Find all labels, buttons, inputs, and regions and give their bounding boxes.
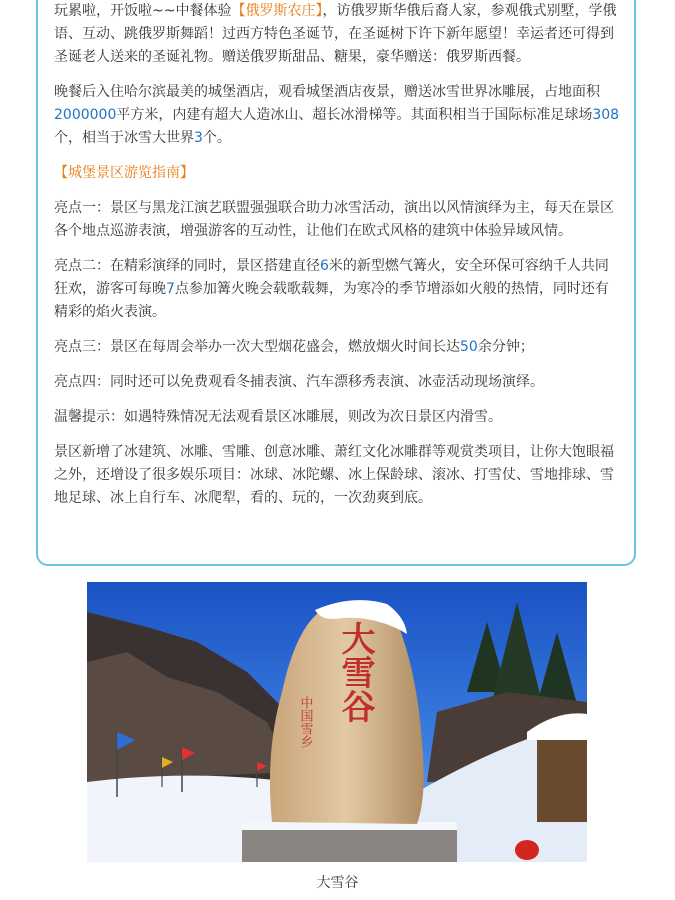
highlight-four: 亮点四：同时还可以免费观看冬捕表演、汽车漂移秀表演、冰壶活动现场演绎。 <box>54 374 544 390</box>
highlight-three-text-a: 亮点三：景区在每周会举办一次大型烟花盛会，燃放烟火时间长达 <box>54 339 460 355</box>
highlight-one: 亮点一：景区与黑龙江演艺联盟强强联合助力冰雪活动，演出以风情演绎为主，每天在景区各个地点巡游表演，增强游客的互动性，让他们在欧式风格的建筑中体验异域风情。 <box>54 200 614 239</box>
highlight-two-text-a: 亮点二：在精彩演绎的同时，景区搭建直径 <box>54 258 320 274</box>
highlight-two-text-b: 米的新型燃气篝火，安全环保可容纳千人共同狂欢，游客可每晚 <box>54 258 609 297</box>
highlight-two <box>54 255 620 324</box>
photo-caption: 大雪谷 <box>316 875 359 891</box>
stone-title-text: 大雪谷 <box>335 621 375 723</box>
section-heading: 【城堡景区游览指南】 <box>54 165 194 181</box>
highlight-three <box>54 336 620 359</box>
area-number: 2000000 <box>54 107 117 123</box>
paragraph-hotel-text-c: 个，相当于冰雪大世界 <box>54 130 194 146</box>
russian-farm-highlight: 【俄罗斯农庄】 <box>231 3 323 19</box>
paragraph-hotel-text-d: 个。 <box>202 130 231 146</box>
article-body <box>54 0 620 522</box>
paragraph-hotel-text-b: 平方米，内建有超大人造冰山、超长冰滑梯等。其面积相当于国际标准足球场 <box>116 107 593 123</box>
ice-world-number: 3 <box>194 130 203 146</box>
highlight-three-text-b: 余分钟； <box>477 339 534 355</box>
paragraph-farm-text-a: 玩累啦，开饭啦~~中餐体验 <box>54 3 232 19</box>
paragraph-hotel-text-a: 晚餐后入住哈尔滨最美的城堡酒店，观看城堡酒店夜景，赠送冰雪世界冰雕展，占地面积 <box>54 84 600 100</box>
snow-valley-photo <box>87 582 587 862</box>
bonfire-time-number: 7 <box>166 281 175 297</box>
paragraph-hotel <box>54 81 620 150</box>
tip-text: 温馨提示：如遇特殊情况无法观看景区冰雕展，则改为次日景区内滑雪。 <box>54 409 502 425</box>
paragraph-attractions: 景区新增了冰建筑、冰雕、雪雕、创意冰雕、萧红文化冰雕群等观赏类项目，让你大饱眼福之外，还增设了很多娱乐项目：冰球、冰陀螺、冰上保龄球、滚冰、打雪仗、雪地排球、雪地足球、冰上自行车、冰爬犁，看的、玩的，一次劲爽到底。 <box>54 444 614 506</box>
paragraph-farm-text-b: ，访俄罗斯华俄后裔人家，参观俄式别墅，学俄语、互动、跳俄罗斯舞蹈！过西方特色圣诞节，在圣诞树下许下新年愿望！幸运者还可得到圣诞老人送来的圣诞礼物。赠送俄罗斯甜品、糖果，豪华赠送：俄罗斯西餐。 <box>54 3 617 65</box>
fireworks-minutes-number: 50 <box>460 339 478 355</box>
football-field-number: 308 <box>592 107 620 123</box>
paragraph-farm <box>54 0 620 69</box>
stone-subtitle-text: 中国雪乡 <box>297 696 313 748</box>
highlight-two-text-c: 点参加篝火晚会载歌载舞，为寒冷的季节增添如火般的热情，同时还有精彩的焰火表演。 <box>54 281 609 320</box>
bonfire-diameter-number: 6 <box>320 258 329 274</box>
